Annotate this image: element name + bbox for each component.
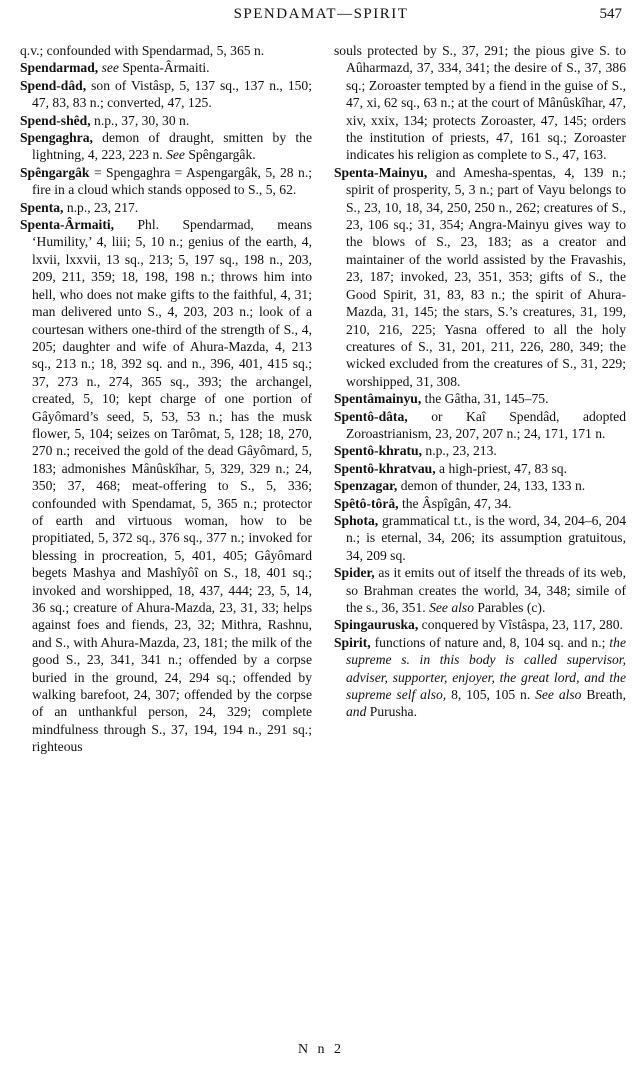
index-entry xyxy=(334,408,626,443)
entry-text: 8, 105, 105 n. xyxy=(446,687,536,703)
entry-headword: Spentô-khratvau, xyxy=(334,460,436,476)
entry-text: a high-priest, 47, 83 sq. xyxy=(435,460,568,476)
entry-text: Phl. Spendarmad, means ‘Humility,’ 4, liii; 5, 10 n.; genius of the earth, 4, lxvii, lxxvii, 13 sq., 213; 5, 197 sq., 198 n., 203, 209, 211, 359; 18, 198, 198 n.; throws him into hell, who does not make gifts to the faithful, 4, 31; man delivered unto S., 4, 203, 203 n.; look of a courtesan withers one-third of the strength of S., 4, 205; daughter and wife of Ahura-Mazda, 4, 213 sq., 213 n.; 18, 392 sq. and n., 396, 401, 415 sq.; 37, 273 n., 274, 365 sq., 393; the archangel, created, 5, 10; kept charge of one portion of Gâyômard’s seed, 5, 53, 53 n.; has the musk flower, 5, 104; seizes on Tarômat, 5, 128; 18, 270, 270 n.; received the gold of the dead Gâyômard, 5, 183; admonishes Mânûskîhar, 5, 329, 329 n.; 24, 350; 37, 468; meat-offering to S., 5, 336; confounded with Spendamat, 5, 365 n.; protector of earth and virtuous woman, how to be propitiated, 5, 372 sq., 376 sq., 377 n.; invoked for blessing in procreation, 5, 401, 405; Gâyômard begets Mashya and Mashîyôî on S., 18, 401 sq.; invoked and worshipped, 18, 437, 444; 23, 5, 14, 36 sq.; creature of Ahura-Mazda, 23, 31, 33; helps against foes and fiends, 23, 32; Mithra, Rashnu, and S., with Ahura-Mazda, 23, 181; the milk of the good S., 23, 341, 341 n.; offended by a corpse buried in the ground, 24, 294 sq.; offended by walking barefoot, 24, 307; offended by the corpse of an unthankful person, 24, 329; complete mindfulness through S., 37, 194, 194 n., 291 sq.; righteous xyxy=(32,217,312,755)
index-entry xyxy=(334,460,626,477)
entry-text: the supreme s. in this body is called supervisor, adviser, supporter, enjoyer, the great lord, and the supreme self also, xyxy=(346,634,626,703)
index-entry xyxy=(334,42,626,164)
entry-text: and Amesha-spentas, 4, 139 n.; spirit of prosperity, 5, 3 n.; part of Vayu belongs to S., 23, 10, 18, 34, 250, 250 n., 262; creatures of S., 23, 106 sq.; 31, 354; Angra-Mainyu gives way to the blows of S., 23, 183; as a creator and maintainer of the world assisted by the Fravashis, 23, 187; invoked, 23, 351, 353; gifts of S., the Good Spirit, 31, 83, 83 n.; the spirit of Ahura-Mazda, 31, 145; the stars, S.’s creatures, 31, 199, 210, 216, 225; Yasna offered to all the holy creatures of S., 31, 201, 211, 226, 280, 349; the wicked excluded from the creatures of S., 31, 229; worshipped, 31, 308. xyxy=(346,164,626,389)
entry-text: souls protected by S., 37, 291; the pious give S. to Aûharmazd, 37, 334, 341; the desire of S., 37, 386 sq.; Zoroaster tempted by a fiend in the guise of S., 47, xi, 62 sq., 63 n.; at the court of Mânûskîhar, 47, xiv, xxix, 134; protects Zoroaster, 47, 145; orders the institution of priests, 47, 161 sq.; Zoroaster indicates his religion as complete to S., 47, 163. xyxy=(334,43,626,163)
entry-text: See also xyxy=(535,687,582,703)
entry-text: and xyxy=(346,704,367,720)
entry-text: See also xyxy=(429,600,475,615)
index-entry xyxy=(20,164,312,199)
entry-text: q.v.; confounded with Spendarmad, 5, 365 n. xyxy=(20,43,265,58)
page-header xyxy=(20,6,622,30)
entry-text: Purusha. xyxy=(366,704,417,720)
entry-text: Parables (c). xyxy=(474,600,546,615)
index-columns xyxy=(20,42,628,1034)
signature-mark: N n 2 xyxy=(297,1042,345,1057)
index-entry xyxy=(334,442,626,459)
entry-headword: Spenzagar, xyxy=(334,478,398,494)
right-column xyxy=(334,42,626,1034)
entry-headword: Spider, xyxy=(334,565,375,581)
entry-headword: Spenta, xyxy=(20,199,64,215)
entry-headword: Spingauruska, xyxy=(334,617,419,633)
entry-text: or Kaî Spendâd, adopted Zoroastrianism, 23, 207, 207 n.; 24, 171, 171 n. xyxy=(346,408,626,441)
entry-headword: Sphota, xyxy=(334,512,379,528)
entry-text: demon of thunder, 24, 133, 133 n. xyxy=(397,478,586,494)
entry-text: Spenta-Ârmaiti. xyxy=(118,60,210,76)
entry-headword: Spentâmainyu, xyxy=(334,391,422,407)
entry-text: = Spengaghra = Aspengargâk, 5, 28 n.; fire in a cloud which stands opposed to S., 5, 62. xyxy=(32,164,312,198)
index-entry xyxy=(334,512,626,564)
entry-headword: Spenta-Mainyu, xyxy=(334,164,428,180)
index-entry xyxy=(20,129,312,164)
left-column xyxy=(20,42,312,1034)
entry-headword: Spentô-dâta, xyxy=(334,408,408,424)
entry-headword: Spêtô-tôrâ, xyxy=(334,495,399,511)
index-entry xyxy=(20,77,312,112)
entry-text: the Gâtha, 31, 145–75. xyxy=(421,391,549,407)
entry-text: n.p., 23, 217. xyxy=(63,199,139,215)
index-entry xyxy=(20,42,312,59)
index-entry xyxy=(334,634,626,721)
entry-headword: Spendarmad, xyxy=(20,60,99,76)
entry-text: Breath, xyxy=(581,687,626,703)
index-entry xyxy=(334,564,626,616)
entry-text: the Âspîgân, 47, 34. xyxy=(398,495,512,511)
entry-text: n.p., 23, 213. xyxy=(422,443,497,459)
entry-text: n.p., 37, 30, 30 n. xyxy=(90,112,190,128)
index-entry xyxy=(20,112,312,129)
entry-text: grammatical t.t., is the word, 34, 204–6, 204 n.; is eternal, 34, 206; its assumption gratuitous, 34, 209 sq. xyxy=(346,512,626,563)
entry-text: functions of nature and, 8, 104 sq. and n.; xyxy=(370,634,610,650)
entry-text: Spêngargâk. xyxy=(184,147,256,163)
index-entry xyxy=(334,477,626,494)
index-entry xyxy=(20,199,312,216)
entry-text: conquered by Vîstâspa, 23, 117, 280. xyxy=(418,617,623,633)
index-entry xyxy=(334,390,626,407)
page-number: 547 xyxy=(599,6,622,22)
entry-headword: Spêngargâk xyxy=(20,164,90,180)
index-entry xyxy=(334,495,626,512)
index-entry xyxy=(20,59,312,76)
index-entry xyxy=(20,216,312,756)
entry-text: son of Vistâsp, 5, 137 sq., 137 n., 150; 47, 83, 83 n.; converted, 47, 125. xyxy=(32,77,312,111)
running-title: SPENDAMAT—SPIRIT xyxy=(233,6,409,22)
entry-headword: Spend-shêd, xyxy=(20,112,91,128)
entry-headword: Spentô-khratu, xyxy=(334,443,423,459)
entry-text: as it emits out of itself the threads of its web, so Brahman creates the world, 34, 348; simile of the s., 36, 351. xyxy=(346,565,626,615)
entry-text: see xyxy=(101,60,119,76)
entry-text: demon of draught, smitten by the lightning, 4, 223, 223 n. xyxy=(32,130,312,163)
index-entry xyxy=(334,616,626,633)
entry-text: See xyxy=(166,147,185,163)
entry-headword: Spend-dâd, xyxy=(20,77,87,93)
entry-headword: Spengaghra, xyxy=(20,130,93,146)
index-entry xyxy=(334,164,626,390)
entry-headword: Spirit, xyxy=(334,634,371,650)
entry-headword: Spenta-Ârmaiti, xyxy=(20,217,115,233)
